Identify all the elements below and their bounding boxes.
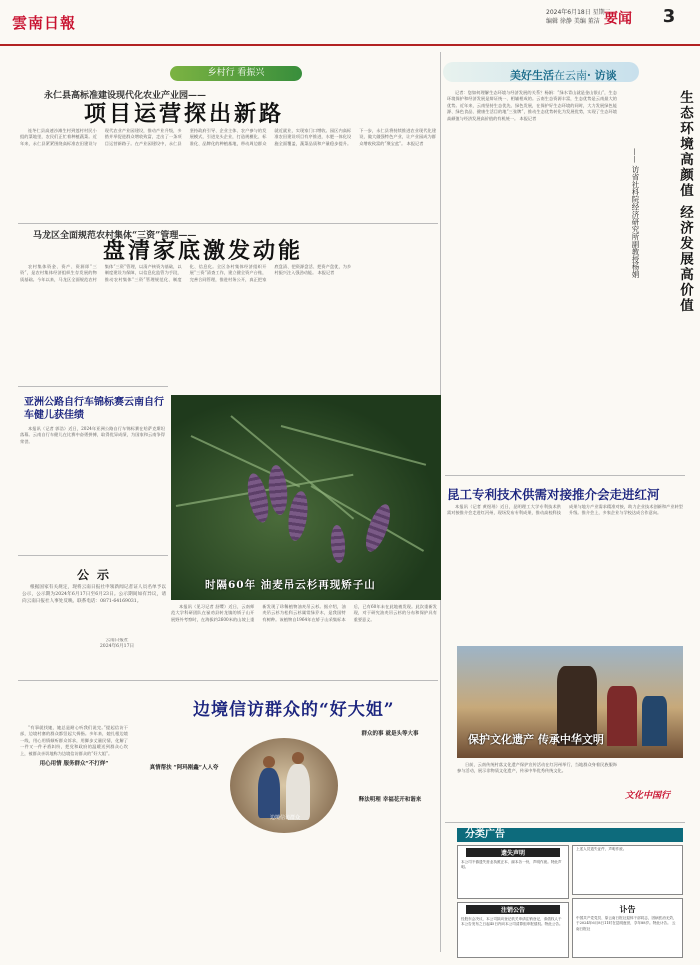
person-figure — [607, 686, 637, 746]
interview-vertical-title: 生态环境高颜值 经济发展高价值 — [677, 90, 693, 314]
notice-body: 根据国家有关规定，现将云南日报社申领新闻记者证人员名单予以公示，公示期为2024年6月17日至6月23日。公示期间如有异议，请向云南日报社人事处反映。联系电话：0871-64169031。 — [22, 585, 166, 604]
notice-footer: 云南日报社 2024年6月17日 — [99, 638, 135, 650]
article-body — [134, 725, 234, 953]
ad-title: 注销公告 — [466, 905, 560, 914]
photo-caption: 本报讯（见习记者 舒缨）近日，云南师范大学科研团队在禄劝县转龙镇的矫子山开展野外考察时，在海拔约2600米的山坡上重新发现了珍稀植物油麦吊云杉。据介绍，油麦吊云杉为松科云杉属常绿乔木，是我国特有树种。该植物自1964年在矫子山采集标本后，已有60年未在此地被发现。此次重新发现，对于研究油麦吊云杉的分布和保护具有重要意义。 — [171, 604, 437, 622]
issue-info: 2024年6月18日 星期二 编辑 徐静 美编 董洁 — [546, 9, 611, 25]
spruce-photo — [171, 395, 441, 600]
article-body: “有事就找她，她总是耐心听我们说完。”提起信访干部，边境村寨的群众都竖起大拇指。多年来，她扎根边境一线，用心用情倾听群众诉求，用脚步丈量民情，化解了一件又一件矛盾纠纷，把党和政府的温暖送到群众心坎上，被群众亲切地称为边境信访群众的“好大姐”。 用心用情 服务群众“不打烊” — [20, 725, 128, 768]
article-body — [342, 725, 438, 953]
section-divider — [18, 223, 438, 224]
section-banner: 乡村行 看振兴 — [170, 66, 302, 81]
article-body: 农村集体资金、资产、资源即“三资”，是农村集体经济组织生存发展的物质基础。今年以来，马龙区全面规范农村集体“三资”管理，以清产核资为基础，以制度建设为保障，以信息化监管为手段，推动农村集体“三资”管理规范化、制度化、信息化。全区各村集体经济组织开展“三资”清查工作，建立健全资产台账，完善合同管理，推进村务公开，真正把家底盘清、把资源盘活、把资产盘优，为乡村振兴注入强劲动能。 本报记者 — [20, 264, 352, 282]
spruce-cone — [267, 464, 289, 515]
subheading: 真情帮扶 “阿玛刚鑫”人人夸 — [149, 765, 219, 771]
subheading: 群众的事 就是头等大事 — [361, 731, 419, 737]
obituary-text: 中国共产党党员、原云南日报社退休干部同志，因病医治无效，于2024年6月8日11时在昆明逝世，享年88岁。特此讣告。 云南日报社 — [576, 916, 677, 931]
interview-banner-text: 美好生活在云南· 访谈 — [510, 69, 617, 82]
obituary-box — [572, 898, 683, 958]
ad-text: 本公司不慎遗失营业执照正本、副本各一份，声明作废。特此声明。 — [461, 860, 562, 870]
section-divider — [445, 822, 685, 823]
spruce-cone — [244, 472, 272, 525]
subheading: 用心用情 服务群众“不打烊” — [39, 761, 109, 768]
ad-text: 经股东会决议，本公司拟向登记机关申请注销登记，请债权人于本公告发布之日起45日内向本公司清算组申报债权。特此公告。 — [461, 917, 563, 927]
section-divider — [18, 555, 168, 556]
spruce-cone — [286, 490, 311, 542]
obituary-title: 讣告 — [619, 904, 636, 914]
article-body: 连冬仁县高速沙滩生村到莲村村民小组的菜地里，农民们正忙着种植蔬菜。近年来，永仁县紧紧围绕高标准农田建设与现代农业产业园建设，推动产业升级，多措并举促进群众增收致富，走出了一条项目运营新路子。在产业园建设中，永仁县坚持政府引导、企业主体、农户参与的发展模式，引进龙头企业，打造规模化、标准化、品牌化的种植基地，带动周边群众就近就业，实现家门口增收。园区内高标准农田建设项目有序推进，水肥一体化设施全面覆盖，蔬菜品质和产量稳步提升。下一步，永仁县将持续推进农业现代化建设，做大做强特色产业，让产业园成为群众增收致富的“聚宝盆”。 本报记者 — [20, 128, 436, 146]
classified-ad — [457, 845, 569, 899]
section-divider — [18, 386, 168, 387]
page-header — [0, 0, 700, 46]
ad-title: 遗失声明 — [466, 848, 560, 857]
article-headline: 边境信访群众的“好大姐” — [193, 700, 395, 720]
photo-caption: 日前，云南传统村落文化遗产保护宣传活动在红河州举行，当地群众身着民族服饰参与活动，展示非物质文化遗产，传承中华优秀传统文化。 — [457, 762, 617, 774]
section-divider — [18, 680, 438, 681]
article-headline: 盘清家底激发动能 — [103, 238, 304, 264]
spruce-cone — [330, 525, 347, 564]
spruce-cone — [361, 501, 395, 554]
photo-overlay-title: 时隔60年 油麦吊云杉再现矫子山 — [205, 579, 376, 591]
subheading: 释法明理 幸福花开和谐来 — [358, 797, 422, 804]
classified-ad — [572, 845, 683, 895]
article-kicker: 永仁县高标准建设现代化农业产业园—— — [44, 91, 207, 101]
article-body: 本报讯（记者 郭浩）近日，2024年亚洲公路自行车锦标赛在哈萨克斯坦落幕。云南自行车健儿在比赛中奋勇拼搏，取得优异成绩，为国家和云南争得荣誉。 — [20, 426, 165, 444]
masthead-logo: 雲南日報 — [12, 14, 77, 32]
article-headline: 昆工专利技术供需对接推介会走进红河 — [447, 487, 660, 502]
person-figure — [642, 696, 667, 746]
page-number: 3 — [662, 6, 676, 27]
interview-vertical-subtitle: —— 访省社科院经济研究所副教授杨娟 — [631, 148, 640, 278]
article-headline: 亚洲公路自行车锦标赛云南自行车健儿获佳绩 — [24, 397, 164, 421]
ad-text: 上述人员遗失证件，声明作废。 — [576, 847, 627, 851]
photo-label: 边境信访群众 — [270, 815, 301, 821]
article-headline: 项目运营探出新路 — [84, 101, 285, 127]
article-kicker: 马龙区全面规范农村集体“三资”管理—— — [33, 231, 197, 241]
culture-stamp: 文化中国行 — [625, 791, 671, 801]
person-figure — [286, 764, 310, 820]
people-photo — [230, 738, 338, 833]
section-tag: 要闻 — [604, 11, 632, 27]
photo-overlay-title: 保护文化遗产 传承中华文明 — [468, 733, 604, 746]
interview-body: 记者：您如何理解生态环境与经济发展的关系？杨娟：“绿水青山就是金山银山”，生态环境保护和经济发展是辩证统一、相辅相成的。云南生态资源丰富，生态优势是云南最大的优势。近年来，云南坚持生态优先、绿色发展，在保护好生态环境的同时，大力发展绿色能源、绿色食品、健康生活目的地“三张牌”，推动生态优势转化为发展优势，实现了生态环境高颜值与经济发展高价值的有机统一。 本报记者 — [447, 90, 617, 121]
article-body: 本报讯（记者 黄煜瑶）近日，昆明理工大学专利技术供需对接推介会走进红河州，现场发布专利成果，推动高校科技成果与地方产业需求精准对接，助力企业技术创新和产业转型升级。推介会上，多家企业与学校达成合作意向。 — [447, 504, 683, 516]
classified-ad — [457, 902, 569, 958]
section-divider — [445, 475, 685, 476]
person-figure — [258, 768, 280, 818]
notice-title: 公示 — [77, 568, 118, 582]
classified-header: 分类广告 — [457, 828, 683, 842]
